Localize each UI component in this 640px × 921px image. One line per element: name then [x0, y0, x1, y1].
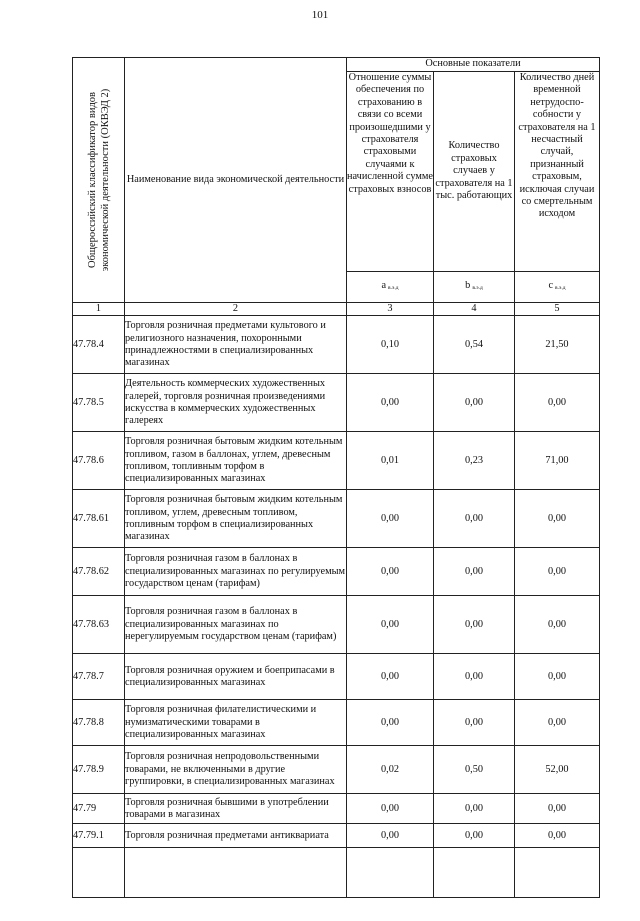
column-number: 5: [515, 303, 600, 316]
value-a: 0,00: [347, 654, 434, 700]
value-b: 0,23: [434, 432, 515, 490]
value-b: 0,00: [434, 700, 515, 746]
okved-header: [73, 58, 125, 303]
value-a: 0,00: [347, 700, 434, 746]
activity-name: Торговля розничная оружием и боеприпасами в специализированных магазинах: [125, 654, 347, 700]
okved-code: 47.79.1: [73, 824, 125, 848]
table-row: [73, 490, 600, 548]
okved-code: 47.78.61: [73, 490, 125, 548]
activity-name: Торговля розничная предметами культового и религиозного назначения, похоронными принадлежностями в специализированных магазинах: [125, 316, 347, 374]
value-b: 0,00: [434, 490, 515, 548]
table-row: [73, 794, 600, 824]
activity-name: Торговля розничная газом в баллонах в специализированных магазинах по регулируемым государством ценам (тарифам): [125, 548, 347, 596]
okved-code: 47.78.62: [73, 548, 125, 596]
table-row: [73, 654, 600, 700]
value-c: 21,50: [515, 316, 600, 374]
okved-code: 47.78.4: [73, 316, 125, 374]
value-c: 0,00: [515, 654, 600, 700]
value-c: 0,00: [515, 490, 600, 548]
table-row: [73, 548, 600, 596]
value-b: 0,00: [434, 654, 515, 700]
activity-name: Торговля розничная бытовым жидким котельным топливом, углем, древесным топливом, топливным торфом в специализированных магазинах: [125, 490, 347, 548]
value-c: 0,00: [515, 548, 600, 596]
value-b: 0,00: [434, 596, 515, 654]
value-a: 0,00: [347, 794, 434, 824]
value-b: 0,00: [434, 794, 515, 824]
value-c: 0,00: [515, 374, 600, 432]
value-c: 0,00: [515, 700, 600, 746]
column-number: 2: [125, 303, 347, 316]
value-c: 52,00: [515, 746, 600, 794]
table-row: [73, 432, 600, 490]
activity-name: Торговля розничная предметами антиквариата: [125, 824, 347, 848]
activity-name: Торговля розничная газом в баллонах в специализированных магазинах по нерегулируемым государством ценам (тарифам): [125, 596, 347, 654]
activity-name: Торговля розничная непродовольственными товарами, не включенными в другие группировки, в специализированных магазинах: [125, 746, 347, 794]
insurance-indicators-table: [72, 57, 600, 898]
okved-code: 47.78.6: [73, 432, 125, 490]
value-a: 0,10: [347, 316, 434, 374]
okved-code: 47.78.8: [73, 700, 125, 746]
value-c: 0,00: [515, 824, 600, 848]
column-number: 4: [434, 303, 515, 316]
column-number: 1: [73, 303, 125, 316]
column-number: 3: [347, 303, 434, 316]
okved-code: 47.78.63: [73, 596, 125, 654]
symbol-c: c $_{в.э.д}$: [515, 272, 600, 303]
value-c: 0,00: [515, 596, 600, 654]
value-c: 71,00: [515, 432, 600, 490]
symbol-b: b $_{в.э.д}$: [434, 272, 515, 303]
value-a: 0,00: [347, 490, 434, 548]
value-b: 0,00: [434, 374, 515, 432]
activity-name-header: Наименование вида экономической деятельности: [125, 58, 347, 303]
table-row: [73, 824, 600, 848]
table-row: [73, 316, 600, 374]
value-a: 0,00: [347, 548, 434, 596]
activity-name: Торговля розничная бытовым жидким котельным топливом, газом в баллонах, углем, древесным топливом, топливным торфом в специализированных магазинах: [125, 432, 347, 490]
col-c-header: Количество дней временной нетрудоспо-собности у страхователя на 1 несчастный случай, признанный страховым, исключая случаи со смертельным исходом: [515, 72, 600, 272]
value-a: 0,00: [347, 824, 434, 848]
activity-name: Торговля розничная филателистическими и нумизматическими товарами в специализированных магазинах: [125, 700, 347, 746]
value-a: 0,01: [347, 432, 434, 490]
okved-header-label: Общероссийский классификатор видов экономической деятельности (ОКВЭД 2): [86, 88, 111, 272]
table-row-continuation: [73, 848, 600, 898]
column-numbers-row: [73, 303, 600, 316]
activity-name: Деятельность коммерческих художественных галерей, торговля розничная произведениями искусства в коммерческих художественных галереях: [125, 374, 347, 432]
table-row: [73, 374, 600, 432]
okved-code: 47.79: [73, 794, 125, 824]
table-row: [73, 700, 600, 746]
okved-code: 47.78.7: [73, 654, 125, 700]
main-indicators-header: Основные показатели: [347, 58, 600, 72]
value-b: 0,00: [434, 824, 515, 848]
value-a: 0,00: [347, 374, 434, 432]
okved-code: 47.78.9: [73, 746, 125, 794]
symbol-a: a $_{в.э.д}$: [347, 272, 434, 303]
value-a: 0,00: [347, 596, 434, 654]
table-row: [73, 596, 600, 654]
value-b: 0,50: [434, 746, 515, 794]
col-b-header: Количество страховых случаев у страхователя на 1 тыс. работающих: [434, 72, 515, 272]
table-row: [73, 746, 600, 794]
value-a: 0,02: [347, 746, 434, 794]
page-number: 101: [311, 9, 329, 21]
okved-code: 47.78.5: [73, 374, 125, 432]
value-b: 0,54: [434, 316, 515, 374]
col-a-header: Отношение суммы обеспечения по страхованию в связи со всеми произошедшими у страхователя страховыми случаями к начисленной сумме страховых взносов: [347, 72, 434, 272]
activity-name: Торговля розничная бывшими в употреблении товарами в магазинах: [125, 794, 347, 824]
value-b: 0,00: [434, 548, 515, 596]
value-c: 0,00: [515, 794, 600, 824]
